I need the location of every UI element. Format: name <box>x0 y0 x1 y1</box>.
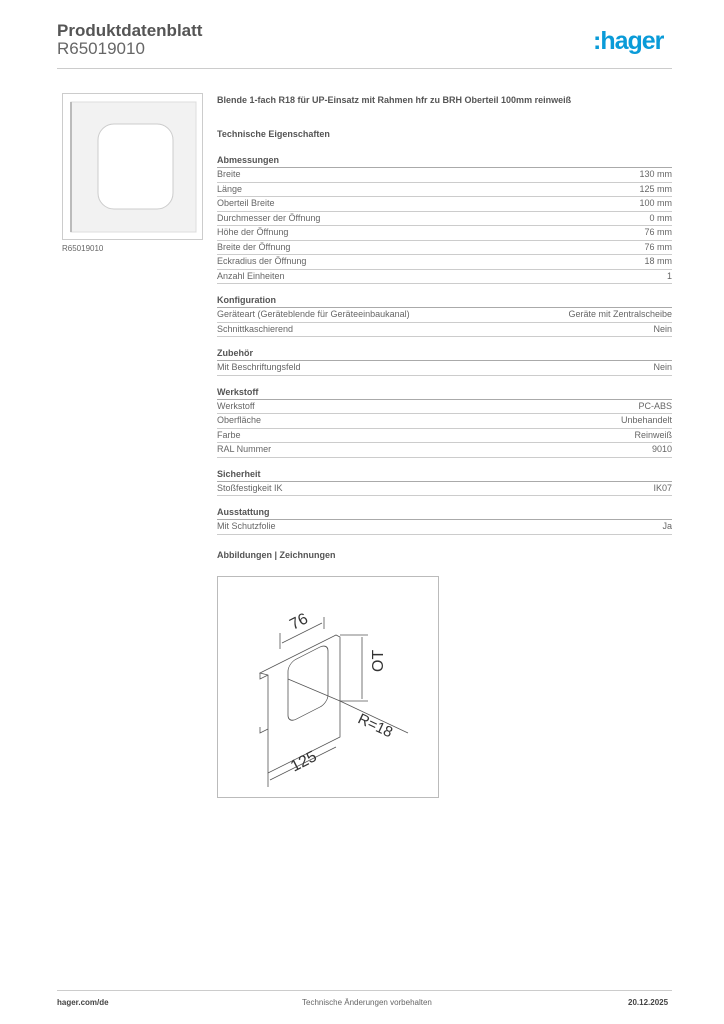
dim-radius-label: R=18 <box>355 710 396 742</box>
property-label: Farbe <box>217 429 241 440</box>
property-label: Länge <box>217 183 243 194</box>
product-number: R65019010 <box>57 39 145 58</box>
hager-logo: :hager <box>593 27 664 55</box>
property-label: Höhe der Öffnung <box>217 227 289 237</box>
property-value: 18 mm <box>644 256 672 266</box>
property-value: 1 <box>666 270 672 281</box>
property-value: Unbehandelt <box>620 415 672 425</box>
property-value: Reinweiß <box>634 429 672 440</box>
property-row <box>217 308 672 323</box>
section-heading: Abmessungen <box>217 153 672 168</box>
property-value: 9010 <box>651 444 672 454</box>
footer-divider <box>57 990 672 991</box>
property-label: Anzahl Einheiten <box>217 270 285 281</box>
figures-heading: Abbildungen | Zeichnungen <box>217 549 336 560</box>
section-ausstattung <box>217 505 672 535</box>
property-value: 76 mm <box>644 241 672 252</box>
section-abmessungen <box>217 153 672 284</box>
section-heading: Zubehör <box>217 346 672 361</box>
property-row <box>217 212 672 227</box>
product-image-graphic <box>63 94 202 239</box>
section-heading: Ausstattung <box>217 505 672 520</box>
footer-website[interactable]: hager.com/de <box>57 998 109 1007</box>
section-zubehör <box>217 346 672 376</box>
dim-height-label: OT <box>370 649 387 672</box>
property-label: Werkstoff <box>217 400 255 411</box>
property-row <box>217 520 672 535</box>
property-value: 76 mm <box>644 227 672 237</box>
tech-heading: Technische Eigenschaften <box>217 129 330 139</box>
property-value: 100 mm <box>639 198 672 208</box>
property-row <box>217 255 672 270</box>
property-row <box>217 361 672 376</box>
property-value: Geräte mit Zentralscheibe <box>568 309 672 319</box>
property-value: 130 mm <box>639 169 672 179</box>
property-value: IK07 <box>653 482 672 493</box>
property-value: PC-ABS <box>638 400 672 411</box>
property-row <box>217 183 672 198</box>
section-heading: Konfiguration <box>217 293 672 308</box>
property-row <box>217 323 672 338</box>
property-value: Nein <box>653 323 672 334</box>
section-sicherheit <box>217 467 672 497</box>
property-row <box>217 270 672 285</box>
property-label: Oberfläche <box>217 415 262 425</box>
dim-length-label: 125 <box>288 748 320 776</box>
property-label: Mit Schutzfolie <box>217 521 276 531</box>
header-divider <box>57 68 672 69</box>
property-value: 125 mm <box>639 183 672 194</box>
property-label: Stoßfestigkeit IK <box>217 482 283 493</box>
footer-date: 20.12.2025 <box>628 998 669 1007</box>
property-label: Eckradius der Öffnung <box>217 256 307 266</box>
property-label: Durchmesser der Öffnung <box>217 212 321 223</box>
property-label: RAL Nummer <box>217 444 272 454</box>
property-label: Schnittkaschierend <box>217 323 294 334</box>
section-heading: Sicherheit <box>217 467 672 482</box>
property-row <box>217 414 672 429</box>
footer-note: Technische Änderungen vorbehalten <box>302 998 432 1007</box>
section-heading: Werkstoff <box>217 385 672 400</box>
section-werkstoff <box>217 385 672 458</box>
section-konfiguration <box>217 293 672 337</box>
property-label: Breite der Öffnung <box>217 241 291 252</box>
property-label: Mit Beschriftungsfeld <box>217 362 301 372</box>
product-image <box>62 93 203 240</box>
property-value: Ja <box>662 521 672 531</box>
property-row <box>217 197 672 212</box>
property-row <box>217 482 672 497</box>
page-title: Produktdatenblatt <box>57 21 203 40</box>
property-row <box>217 168 672 183</box>
properties-panel <box>217 95 672 565</box>
property-label: Oberteil Breite <box>217 198 275 208</box>
product-description: Blende 1-fach R18 für UP-Einsatz mit Rahmen hfr zu BRH Oberteil 100mm reinweiß <box>217 95 572 105</box>
image-caption: R65019010 <box>62 244 104 253</box>
property-row <box>217 226 672 241</box>
property-row <box>217 241 672 256</box>
property-value: 0 mm <box>649 212 672 223</box>
technical-drawing <box>217 576 439 798</box>
property-value: Nein <box>653 362 672 372</box>
dim-width-label: 76 <box>287 610 311 634</box>
property-row <box>217 443 672 458</box>
property-row <box>217 429 672 444</box>
property-label: Geräteart (Geräteblende für Geräteeinbaukanal) <box>217 309 410 319</box>
property-row <box>217 400 672 415</box>
property-label: Breite <box>217 169 241 179</box>
